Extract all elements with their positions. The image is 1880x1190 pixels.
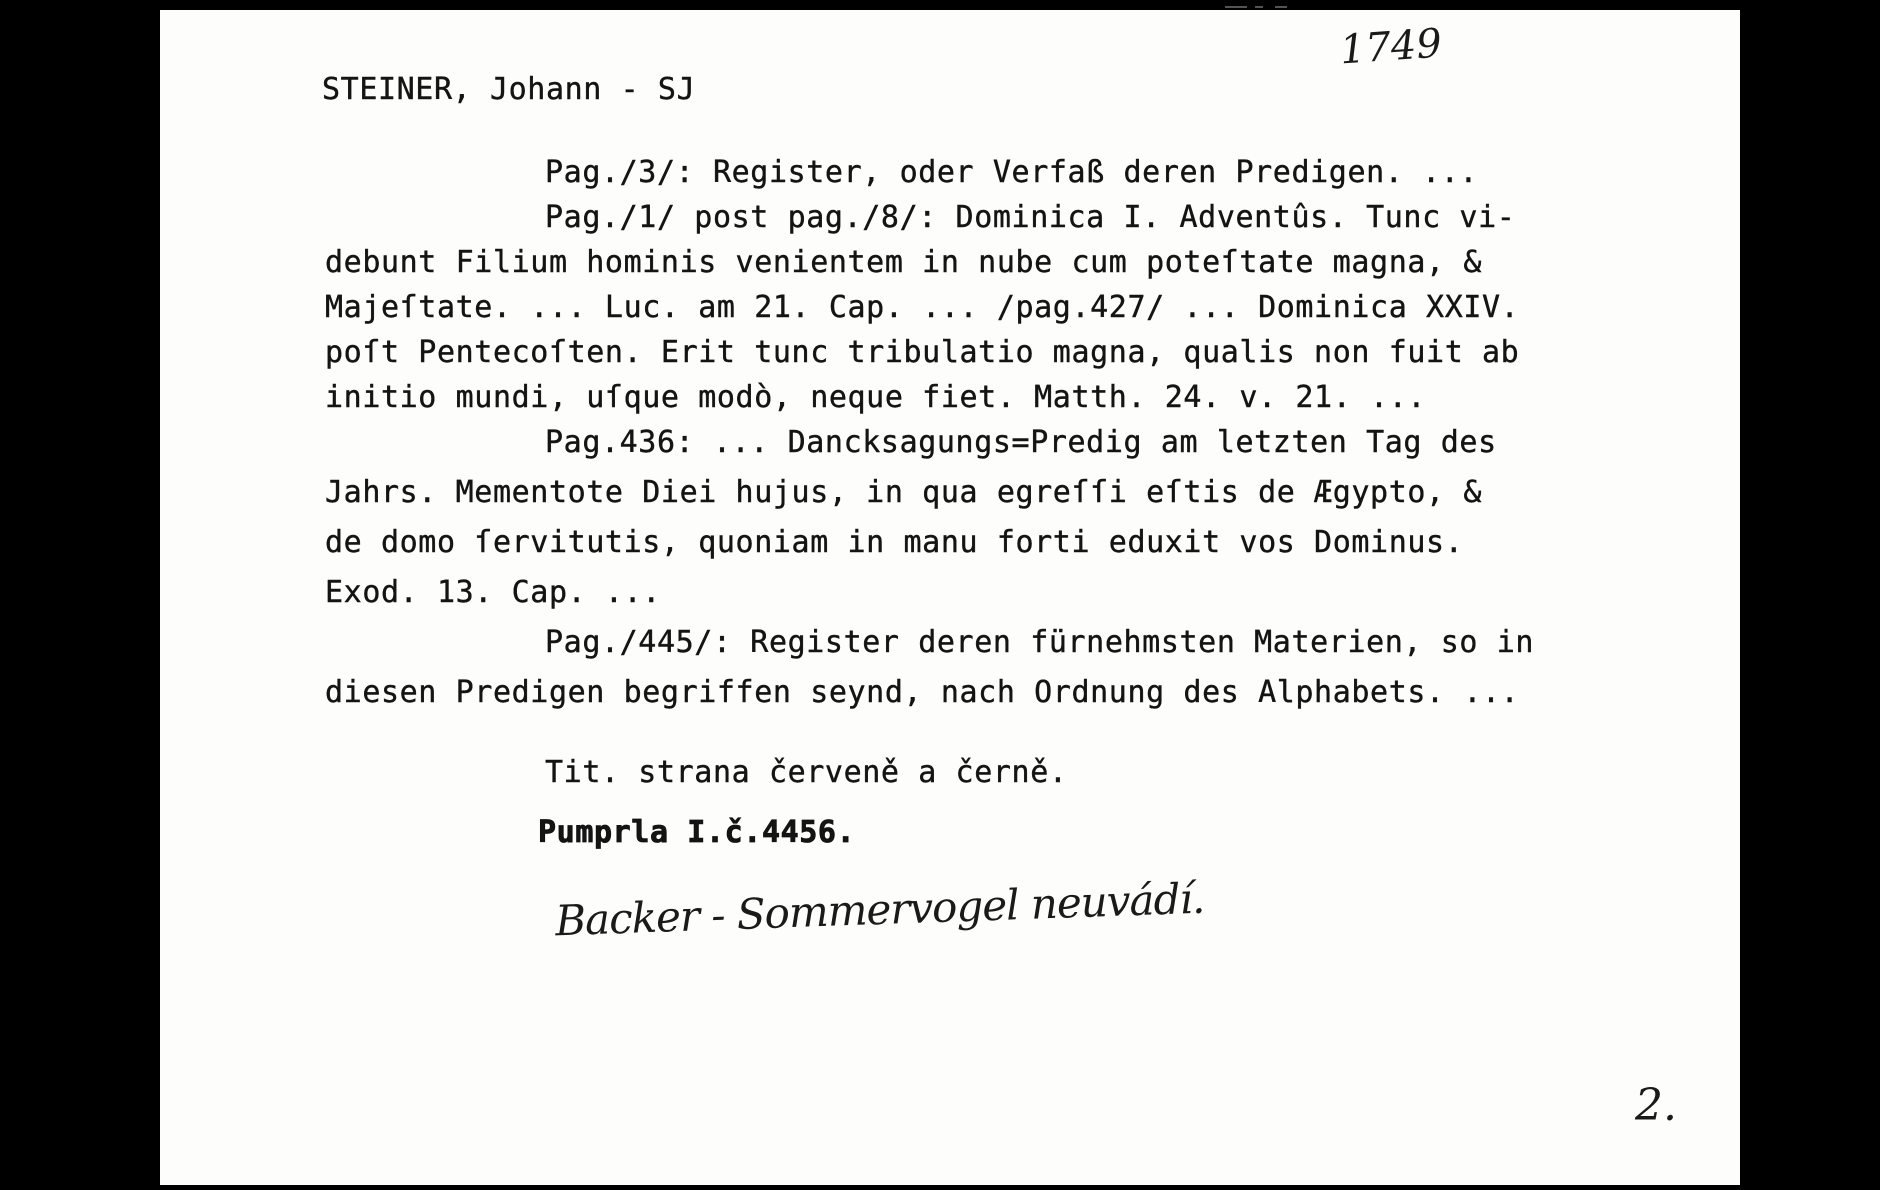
body-line-12: diesen Predigen begriffen seynd, nach Ordnung des Alphabets. ... bbox=[325, 675, 1520, 710]
body-line-8: Jahrs. Mementote Diei hujus, in qua egreſſi eſtis de Ægypto, & bbox=[325, 475, 1483, 510]
edge-mark bbox=[1225, 6, 1247, 8]
edge-mark bbox=[1275, 6, 1287, 8]
card-header: STEINER, Johann - SJ bbox=[322, 72, 696, 107]
body-line-9: de domo ſervitutis, quoniam in manu forti eduxit vos Dominus. bbox=[325, 525, 1464, 560]
edge-mark bbox=[1255, 6, 1263, 8]
handwritten-note: Backer - Sommervogel neuvádí. bbox=[554, 873, 1205, 946]
body-line-4: Majeſtate. ... Luc. am 21. Cap. ... /pag.427/ ... Dominica XXIV. bbox=[325, 290, 1520, 325]
body-line-11: Pag./445/: Register deren fürnehmsten Materien, so in bbox=[545, 625, 1535, 660]
body-line-2: Pag./1/ post pag./8/: Dominica I. Adventûs. Tunc vi- bbox=[545, 200, 1516, 235]
body-line-1: Pag./3/: Register, oder Verfaß deren Predigen. ... bbox=[545, 155, 1479, 190]
body-line-10: Exod. 13. Cap. ... bbox=[325, 575, 661, 610]
body-line-3: debunt Filium hominis venientem in nube cum poteſtate magna, & bbox=[325, 245, 1483, 280]
body-line-5: poſt Pentecoſten. Erit tunc tribulatio magna, qualis non fuit ab bbox=[325, 335, 1520, 370]
catalog-number: 1749 bbox=[1338, 20, 1444, 74]
body-line-7: Pag.436: ... Dancksagungs=Predig am letzten Tag des bbox=[545, 425, 1497, 460]
body-line-6: initio mundi, uſque modò, neque fiet. Matth. 24. v. 21. ... bbox=[325, 380, 1427, 415]
page-number: 2. bbox=[1635, 1080, 1677, 1131]
title-page-note: Tit. strana červeně a černě. bbox=[545, 755, 1068, 790]
catalog-card bbox=[160, 10, 1740, 1185]
reference-line: Pumprla I.č.4456. bbox=[538, 815, 856, 850]
